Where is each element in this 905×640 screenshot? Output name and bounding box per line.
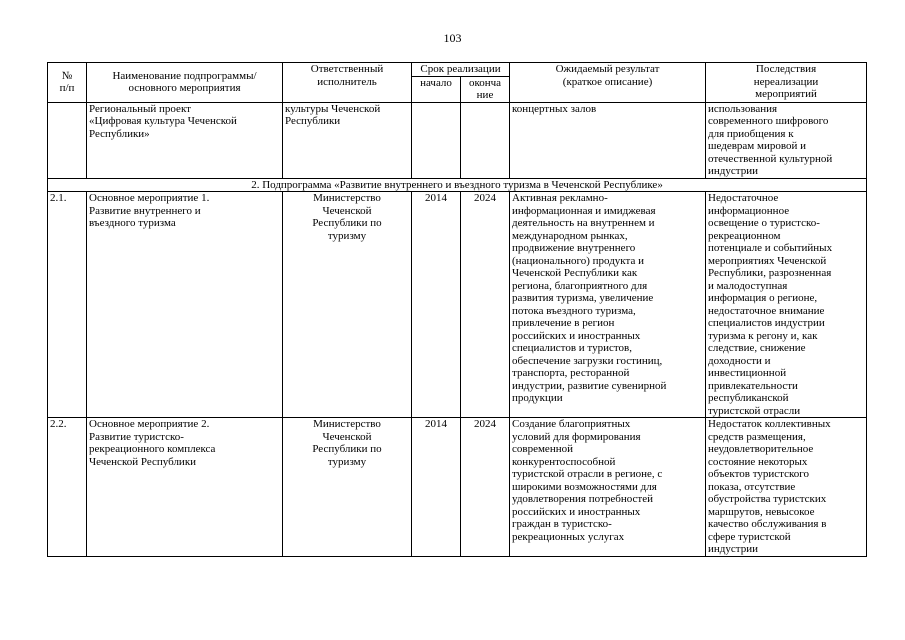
cell-consequences: Недостаток коллективных средств размещения, неудовлетворительное состояние некоторых объектов туристского показа, отсутствие обустройства туристских маршрутов, невысокое качество обслуживания в сфере туристской индустрии [706,418,867,557]
header-row [48,63,867,77]
cell-num: 2.2. [48,418,87,557]
cell-responsible: Министерство Чеченской Республики по туризму [283,192,412,418]
cell-name: Региональный проект «Цифровая культура Чеченской Республики» [87,102,283,178]
table-row-continuation [48,102,867,178]
cell-name: Основное мероприятие 2. Развитие туристско- рекреационного комплекса Чеченской Республики [87,418,283,557]
header-consequences: Последствия нереализации мероприятий [706,63,867,103]
page-number: 103 [443,31,462,45]
cell-result: Активная рекламно- информационная и имиджевая деятельность на внутреннем и международном рынках, продвижение внутреннего (национального) продукта и Чеченской Республики как региона, благоприятного для развития туризма, увеличение потока въездного туризма, привлечение в регион российских и иностранных специалистов и туристов, обеспечение загрузки гостиниц, транспорта, ресторанной индустрии, развитие сувенирной продукции [510,192,706,418]
header-result: Ожидаемый результат (краткое описание) [510,63,706,103]
cell-responsible: культуры Чеченской Республики [283,102,412,178]
cell-end: 2024 [461,418,510,557]
cell-result: концертных залов [510,102,706,178]
cell-responsible: Министерство Чеченской Республики по туризму [283,418,412,557]
cell-start: 2014 [412,192,461,418]
cell-num: 2.1. [48,192,87,418]
cell-name: Основное мероприятие 1. Развитие внутреннего и въездного туризма [87,192,283,418]
header-period: Срок реализации [412,63,510,77]
table-row [48,418,867,557]
cell-end [461,102,510,178]
measures-table [47,62,867,557]
header-name: Наименование подпрограммы/ основного мероприятия [87,63,283,103]
cell-num [48,102,87,178]
section-title: 2. Подпрограмма «Развитие внутреннего и въездного туризма в Чеченской Республике» [48,178,867,192]
header-start: начало [412,76,461,102]
cell-consequences: использования современного шифрового для приобщения к шедеврам мировой и отечественной культурной индустрии [706,102,867,178]
section-row [48,178,867,192]
cell-start: 2014 [412,418,461,557]
cell-start [412,102,461,178]
cell-consequences: Недостаточное информационное освещение о туристско- рекреационном потенциале и событийных мероприятиях Чеченской Республики, разрозненная и малодоступная информация о регионе, недостаточное внимание специалистов индустрии туризма к регону и, как следствие, снижение доходности и инвестиционной привлекательности республиканской туристской отрасли [706,192,867,418]
header-num: № п/п [48,63,87,103]
table-row [48,192,867,418]
cell-end: 2024 [461,192,510,418]
header-end: оконча ние [461,76,510,102]
header-responsible: Ответственный исполнитель [283,63,412,103]
cell-result: Создание благоприятных условий для формирования современной конкурентоспособной туристской отрасли в регионе, с широкими возможностями для удовлетворения потребностей российских и иностранных граждан в туристско- рекреационных услугах [510,418,706,557]
